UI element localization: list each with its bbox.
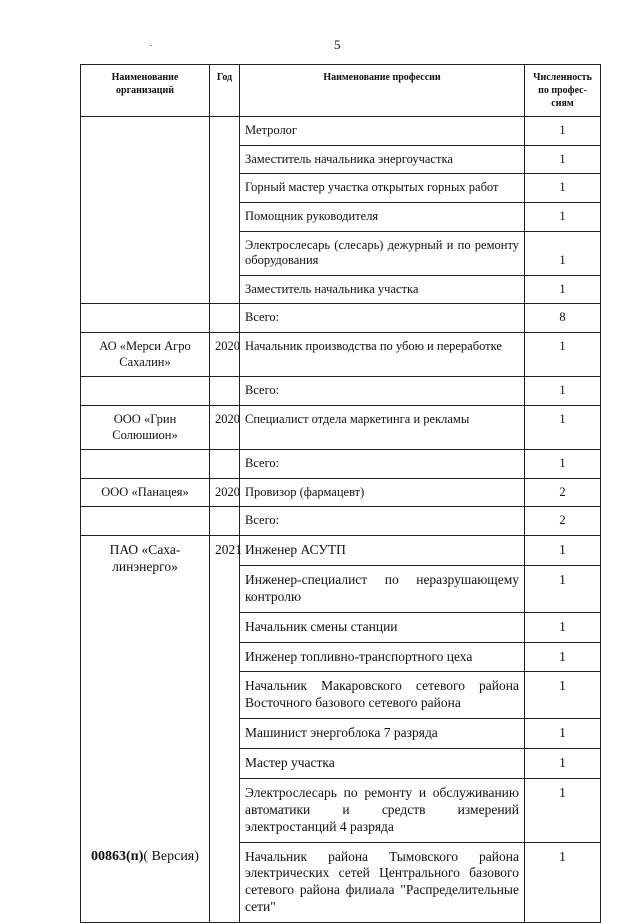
year-cell [210, 117, 240, 304]
header-organization: Наименование организаций [81, 65, 210, 117]
year-cell: 2020 [210, 333, 240, 377]
document-footer [91, 849, 199, 865]
org-cell [81, 507, 210, 536]
year-cell: 2021 [210, 536, 240, 923]
org-cell: ПАО «Саха-линэнерго» [81, 536, 210, 923]
profession-cell: Метролог [240, 117, 525, 146]
table-row [81, 536, 601, 566]
total-label: Всего: [240, 377, 525, 406]
profession-cell: Инженер топливно-транспортного цеха [240, 642, 525, 672]
year-cell [210, 507, 240, 536]
count-cell: 1 [525, 145, 601, 174]
table-header-row [81, 65, 601, 117]
count-cell: 1 [525, 565, 601, 612]
profession-cell: Инженер-специалист по неразрушающему контролю [240, 565, 525, 612]
count-cell: 1 [525, 842, 601, 923]
total-row [81, 450, 601, 479]
org-cell: ООО «Панацея» [81, 478, 210, 507]
document-version: ( Версия) [143, 849, 199, 864]
total-count: 1 [525, 377, 601, 406]
count-cell: 1 [525, 275, 601, 304]
profession-cell: Горный мастер участка открытых горных работ [240, 174, 525, 203]
profession-cell: Специалист отдела маркетинга и рекламы [240, 405, 525, 449]
count-cell: 1 [525, 536, 601, 566]
profession-cell: Провизор (фармацевт) [240, 478, 525, 507]
profession-cell: Помощник руководителя [240, 202, 525, 231]
total-row [81, 304, 601, 333]
profession-cell: Заместитель начальника участка [240, 275, 525, 304]
total-count: 1 [525, 450, 601, 479]
table-row [81, 478, 601, 507]
total-label: Всего: [240, 450, 525, 479]
org-cell [81, 117, 210, 304]
document-code: 00863(п) [91, 849, 144, 864]
profession-cell: Начальник района Тымовского района электрических сетей Центрального базового сетевого района филиала "Распределительные сети" [240, 842, 525, 923]
count-cell: 1 [525, 719, 601, 749]
header-count: Численность по профес-сиям [525, 65, 601, 117]
table-row [81, 117, 601, 146]
count-cell: 1 [525, 749, 601, 779]
header-profession: Наименование профессии [240, 65, 525, 117]
profession-cell: Машинист энергоблока 7 разряда [240, 719, 525, 749]
year-cell: 2020 [210, 405, 240, 449]
total-label: Всего: [240, 304, 525, 333]
count-cell: 1 [525, 117, 601, 146]
count-cell: 1 [525, 231, 601, 275]
table-row [81, 405, 601, 449]
org-cell [81, 450, 210, 479]
page-number: 5 [334, 37, 341, 52]
profession-cell: Начальник Макаровского сетевого района Восточного базового сетевого района [240, 672, 525, 719]
org-cell: ООО «Грин Солюшион» [81, 405, 210, 449]
count-cell: 1 [525, 174, 601, 203]
org-cell [81, 377, 210, 406]
professions-table [80, 64, 601, 923]
profession-cell: Начальник смены станции [240, 612, 525, 642]
count-cell: 1 [525, 202, 601, 231]
count-cell: 1 [525, 778, 601, 842]
profession-cell: Мастер участка [240, 749, 525, 779]
header-year: Год [210, 65, 240, 117]
year-cell [210, 377, 240, 406]
count-cell: 1 [525, 405, 601, 449]
profession-cell: Заместитель начальника энергоучастка [240, 145, 525, 174]
count-cell: 1 [525, 642, 601, 672]
total-row [81, 507, 601, 536]
scan-speck [150, 45, 152, 46]
profession-cell: Начальник производства по убою и переработке [240, 333, 525, 377]
org-cell: АО «Мерси Агро Сахалин» [81, 333, 210, 377]
count-cell: 1 [525, 612, 601, 642]
count-cell: 2 [525, 478, 601, 507]
total-count: 8 [525, 304, 601, 333]
count-cell: 1 [525, 333, 601, 377]
total-row [81, 377, 601, 406]
org-cell [81, 304, 210, 333]
year-cell: 2020 [210, 478, 240, 507]
profession-cell: Электрослесарь по ремонту и обслуживанию автоматики и средств измерений электростанций 4 разряда [240, 778, 525, 842]
year-cell [210, 450, 240, 479]
count-cell: 1 [525, 672, 601, 719]
total-label: Всего: [240, 507, 525, 536]
table-row [81, 333, 601, 377]
year-cell [210, 304, 240, 333]
profession-cell: Инженер АСУТП [240, 536, 525, 566]
profession-cell: Электрослесарь (слесарь) дежурный и по ремонту оборудования [240, 231, 525, 275]
total-count: 2 [525, 507, 601, 536]
